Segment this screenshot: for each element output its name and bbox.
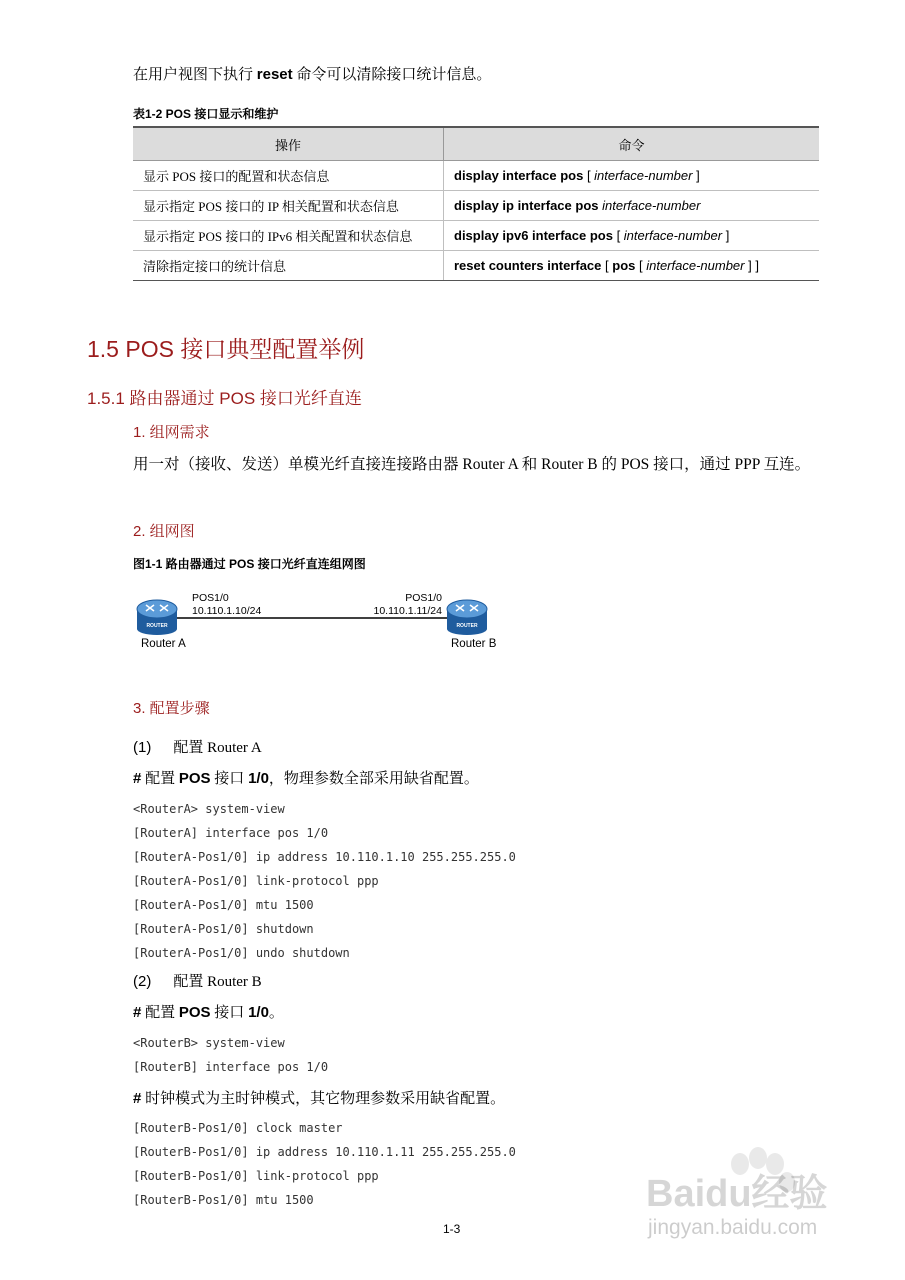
network-requirements-heading: 1. 组网需求 xyxy=(133,424,210,441)
code-line: [RouterB-Pos1/0] mtu 1500 xyxy=(133,1193,314,1207)
table-header-row xyxy=(133,127,819,161)
watermark-brand: Baidu经验 xyxy=(646,1173,828,1215)
router-b-icon xyxy=(447,600,487,635)
watermark-url: jingyan.baidu.com xyxy=(648,1216,818,1239)
code-line: [RouterA-Pos1/0] mtu 1500 xyxy=(133,898,314,912)
router-a-badge: ROUTER xyxy=(146,623,168,629)
op-cell: 清除指定接口的统计信息 xyxy=(133,251,444,281)
cmd-cell: display interface pos [ interface-number ] xyxy=(444,161,820,191)
code-block-router-b-2 xyxy=(133,1116,516,1212)
cmd-cell: display ip interface pos interface-number xyxy=(444,191,820,221)
code-line: <RouterB> system-view xyxy=(133,1036,285,1050)
code-line: [RouterA-Pos1/0] ip address 10.110.1.10 255.255.255.0 xyxy=(133,850,516,864)
code-line: [RouterB-Pos1/0] link-protocol ppp xyxy=(133,1169,379,1183)
page-number: 1-3 xyxy=(443,1222,461,1236)
step1-comment: # 配置 POS 接口 1/0，物理参数全部采用缺省配置。 xyxy=(133,770,479,787)
code-block-router-a xyxy=(133,797,516,965)
step-1: (1) 配置 Router A xyxy=(133,739,262,756)
code-line: [RouterB] interface pos 1/0 xyxy=(133,1060,329,1074)
router-a-port: POS1/0 xyxy=(192,592,229,604)
code-line: [RouterA-Pos1/0] undo shutdown xyxy=(133,946,350,960)
cmd-cell: reset counters interface [ pos [ interface-number ] ] xyxy=(444,251,820,281)
table-row xyxy=(133,191,819,221)
network-diagram xyxy=(120,585,520,660)
figure-caption: 图1-1 路由器通过 POS 接口光纤直连组网图 xyxy=(133,557,366,571)
header-command: 命令 xyxy=(444,127,820,161)
header-operation: 操作 xyxy=(133,127,444,161)
step2-comment: # 配置 POS 接口 1/0。 xyxy=(133,1004,284,1021)
code-line: [RouterB-Pos1/0] clock master xyxy=(133,1121,343,1135)
op-cell: 显示指定 POS 接口的 IP 相关配置和状态信息 xyxy=(133,191,444,221)
router-a-label: Router A xyxy=(141,638,186,650)
table-row xyxy=(133,161,819,191)
code-line: [RouterA-Pos1/0] shutdown xyxy=(133,922,314,936)
router-b-badge: ROUTER xyxy=(456,623,478,629)
code-line: [RouterA] interface pos 1/0 xyxy=(133,826,329,840)
subsection-title: 1.5.1 路由器通过 POS 接口光纤直连 xyxy=(87,389,362,408)
baidu-watermark xyxy=(640,1142,870,1252)
router-b-label: Router B xyxy=(451,638,497,650)
step3-comment: # 时钟模式为主时钟模式，其它物理参数采用缺省配置。 xyxy=(133,1090,506,1107)
table-caption: 表1-2 POS 接口显示和维护 xyxy=(133,107,279,121)
code-line: [RouterA-Pos1/0] link-protocol ppp xyxy=(133,874,379,888)
section-title: 1.5 POS 接口典型配置举例 xyxy=(87,336,365,362)
table-row xyxy=(133,251,819,281)
router-b-ip: 10.110.1.11/24 xyxy=(373,605,442,617)
op-cell: 显示指定 POS 接口的 IPv6 相关配置和状态信息 xyxy=(133,221,444,251)
table-row xyxy=(133,221,819,251)
code-block-router-b-1 xyxy=(133,1031,328,1079)
op-cell: 显示 POS 接口的配置和状态信息 xyxy=(133,161,444,191)
requirements-paragraph: 用一对（接收、发送）单模光纤直接连接路由器 Router A 和 Router B 的 POS 接口，通过 PPP 互连。 xyxy=(133,456,811,473)
step-2: (2) 配置 Router B xyxy=(133,973,262,990)
pos-display-table xyxy=(133,126,819,281)
code-line: [RouterB-Pos1/0] ip address 10.110.1.11 255.255.255.0 xyxy=(133,1145,516,1159)
router-b-port: POS1/0 xyxy=(405,592,442,604)
config-steps-heading: 3. 配置步骤 xyxy=(133,700,210,717)
intro-text: 在用户视图下执行 reset 命令可以清除接口统计信息。 xyxy=(133,66,492,83)
router-a-ip: 10.110.1.10/24 xyxy=(192,605,262,617)
cmd-cell: display ipv6 interface pos [ interface-number ] xyxy=(444,221,820,251)
network-diagram-heading: 2. 组网图 xyxy=(133,523,195,540)
router-a-icon xyxy=(137,600,177,635)
code-line: <RouterA> system-view xyxy=(133,802,285,816)
reset-keyword: reset xyxy=(256,66,293,83)
